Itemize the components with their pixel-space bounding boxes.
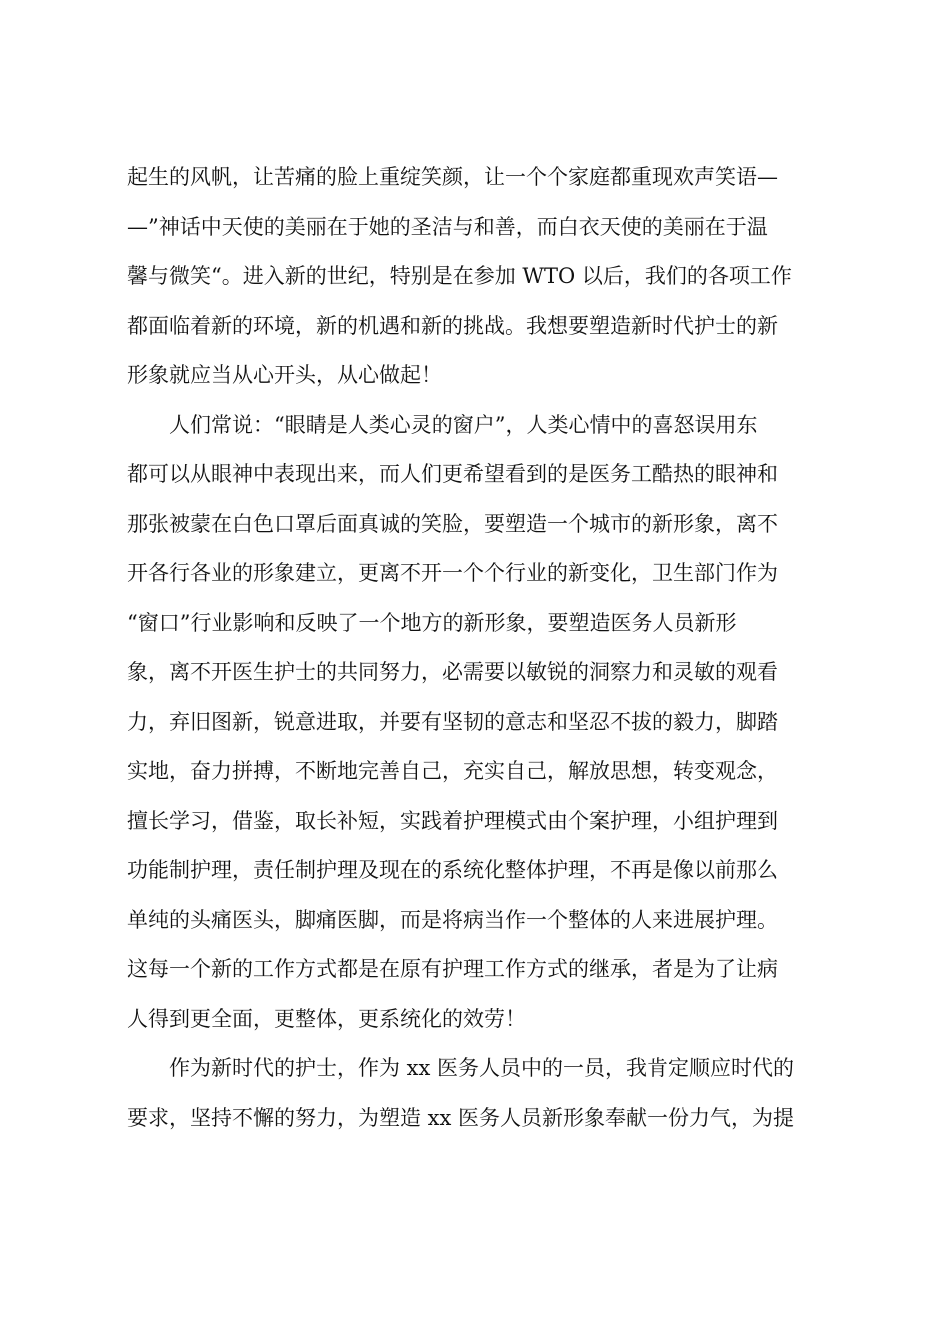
text-line: 馨与微笑“。进入新的世纪，特别是在参加 WTO 以后，我们的各项工作 — [127, 264, 792, 288]
text-line: 形象就应当从心开头，从心做起！ — [127, 363, 442, 387]
body-text — [127, 153, 835, 1143]
text-line: 起生的风帆，让苦痛的脸上重绽笑颜，让一个个家庭都重现欢声笑语— — [127, 165, 778, 189]
paragraph-first-line: 人们常说：“眼睛是人类心灵的窗户”，人类心情中的喜怒误用东 — [169, 412, 758, 437]
text-line: “窗口”行业影响和反映了一个地方的新形象，要塑造医务人员新形 — [127, 610, 737, 635]
text-line: —”神话中天使的美丽在于她的圣洁与和善，而白衣天使的美丽在于温 — [127, 214, 768, 239]
text-line: 象，离不开医生护士的共同努力，必需要以敏锐的洞察力和灵敏的观看 — [127, 660, 778, 684]
text-line: 这每一个新的工作方式都是在原有护理工作方式的继承，者是为了让病 — [127, 957, 778, 981]
paragraph-first-line: 作为新时代的护士，作为 xx 医务人员中的一员，我肯定顺应时代的 — [169, 1056, 795, 1080]
text-line: 开各行各业的形象建立，更离不开一个个行业的新变化，卫生部门作为 — [127, 561, 778, 585]
text-line: 功能制护理，责任制护理及现在的系统化整体护理，不再是像以前那么 — [127, 858, 778, 882]
text-line: 人得到更全面，更整体，更系统化的效劳！ — [127, 1006, 526, 1031]
text-line: 都可以从眼神中表现出来，而人们更希望看到的是医务工酷热的眼神和 — [127, 462, 778, 486]
text-line: 那张被蒙在白色口罩后面真诚的笑脸，要塑造一个城市的新形象，离不 — [127, 511, 778, 536]
text-line: 力，弃旧图新，锐意进取，并要有坚韧的意志和坚忍不拔的毅力，脚踏 — [127, 709, 778, 734]
text-line: 都面临着新的环境，新的机遇和新的挑战。我想要塑造新时代护士的新 — [127, 313, 778, 338]
text-line: 擅长学习，借鉴，取长补短，实践着护理模式由个案护理，小组护理到 — [127, 808, 778, 833]
text-line: 单纯的头痛医头，脚痛医脚，而是将病当作一个整体的人来进展护理。 — [127, 907, 778, 932]
text-line: 要求，坚持不懈的努力，为塑造 xx 医务人员新形象奉献一份力气，为提 — [127, 1105, 795, 1130]
text-line: 实地，奋力拼搏，不断地完善自己，充实自己，解放思想，转变观念， — [127, 759, 778, 783]
